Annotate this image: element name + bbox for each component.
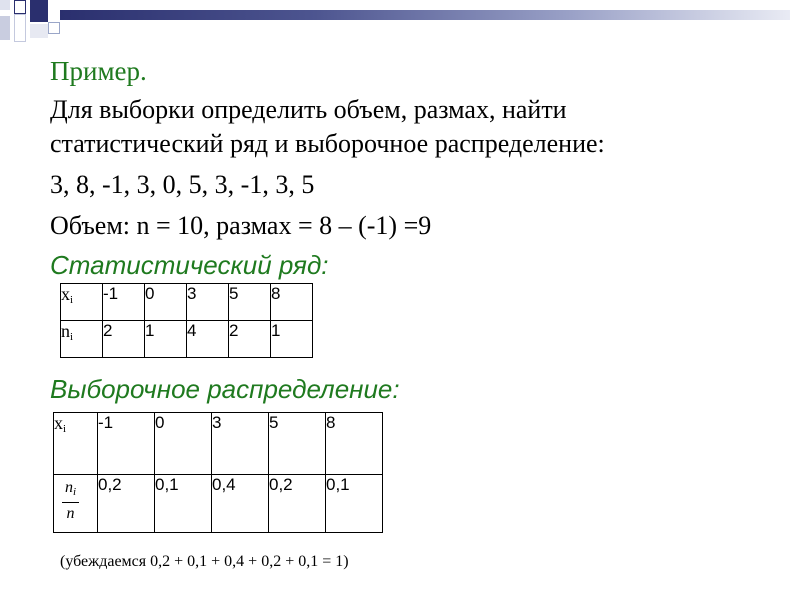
volume-range-line: Объем: n = 10, размах = 8 – (-1) =9 xyxy=(50,211,432,240)
subscript: i xyxy=(73,486,77,498)
row-label-n xyxy=(61,321,103,358)
table-cell: 5 xyxy=(269,413,326,475)
slide-header-decoration xyxy=(0,0,800,40)
slide-heading: Пример. xyxy=(50,56,147,86)
table-cell: 0 xyxy=(155,413,212,475)
decor-square xyxy=(0,16,10,40)
n-symbol: n xyxy=(65,479,73,496)
stat-series-table xyxy=(60,283,313,358)
decor-square xyxy=(30,24,48,38)
decor-gradient-bar xyxy=(60,10,790,20)
task-text-line-2: статистический ряд и выборочное распределение: xyxy=(50,129,605,158)
stat-series-title: Статистический ряд: xyxy=(50,250,329,280)
row-label-x xyxy=(61,284,103,321)
table-cell: 3 xyxy=(187,284,229,321)
table-cell: 0,1 xyxy=(326,475,383,533)
table-cell: 1 xyxy=(271,321,313,358)
table-cell: 8 xyxy=(271,284,313,321)
table-cell: 8 xyxy=(326,413,383,475)
table-cell: 4 xyxy=(187,321,229,358)
fraction-denominator: n xyxy=(66,505,75,522)
row-label-fraction xyxy=(54,475,98,533)
table-cell: 0,2 xyxy=(98,475,155,533)
n-symbol: n xyxy=(61,321,70,341)
sample-values: 3, 8, -1, 3, 0, 5, 3, -1, 3, 5 xyxy=(50,170,315,199)
table-row xyxy=(61,321,313,358)
table-cell: -1 xyxy=(98,413,155,475)
decor-square xyxy=(14,0,26,14)
subscript: i xyxy=(70,294,74,306)
subscript: i xyxy=(63,423,67,435)
table-cell: 0,1 xyxy=(155,475,212,533)
table-row xyxy=(54,413,383,475)
task-text-line-1: Для выборки определить объем, размах, найти xyxy=(50,95,567,124)
table-cell: 0,4 xyxy=(212,475,269,533)
decor-square xyxy=(48,22,60,34)
fraction-numerator xyxy=(62,479,79,503)
table-cell: 0,2 xyxy=(269,475,326,533)
fraction-ni-over-n xyxy=(62,479,79,523)
decor-square xyxy=(14,14,26,42)
table-cell: 3 xyxy=(212,413,269,475)
decor-square xyxy=(0,0,10,10)
sample-distribution-table xyxy=(53,412,383,533)
table-cell: 5 xyxy=(229,284,271,321)
table-cell: 2 xyxy=(229,321,271,358)
sample-distribution-title: Выборочное распределение: xyxy=(50,374,400,404)
verification-note: (убеждаемся 0,2 + 0,1 + 0,4 + 0,2 + 0,1 = 1) xyxy=(60,553,349,570)
x-symbol: x xyxy=(61,284,70,304)
table-cell: 0 xyxy=(145,284,187,321)
row-label-x xyxy=(54,413,98,475)
subscript: i xyxy=(70,331,74,343)
decor-square xyxy=(30,0,48,22)
table-cell: 1 xyxy=(145,321,187,358)
table-cell: 2 xyxy=(103,321,145,358)
table-row xyxy=(61,284,313,321)
table-cell: -1 xyxy=(103,284,145,321)
x-symbol: x xyxy=(54,413,63,433)
table-row xyxy=(54,475,383,533)
